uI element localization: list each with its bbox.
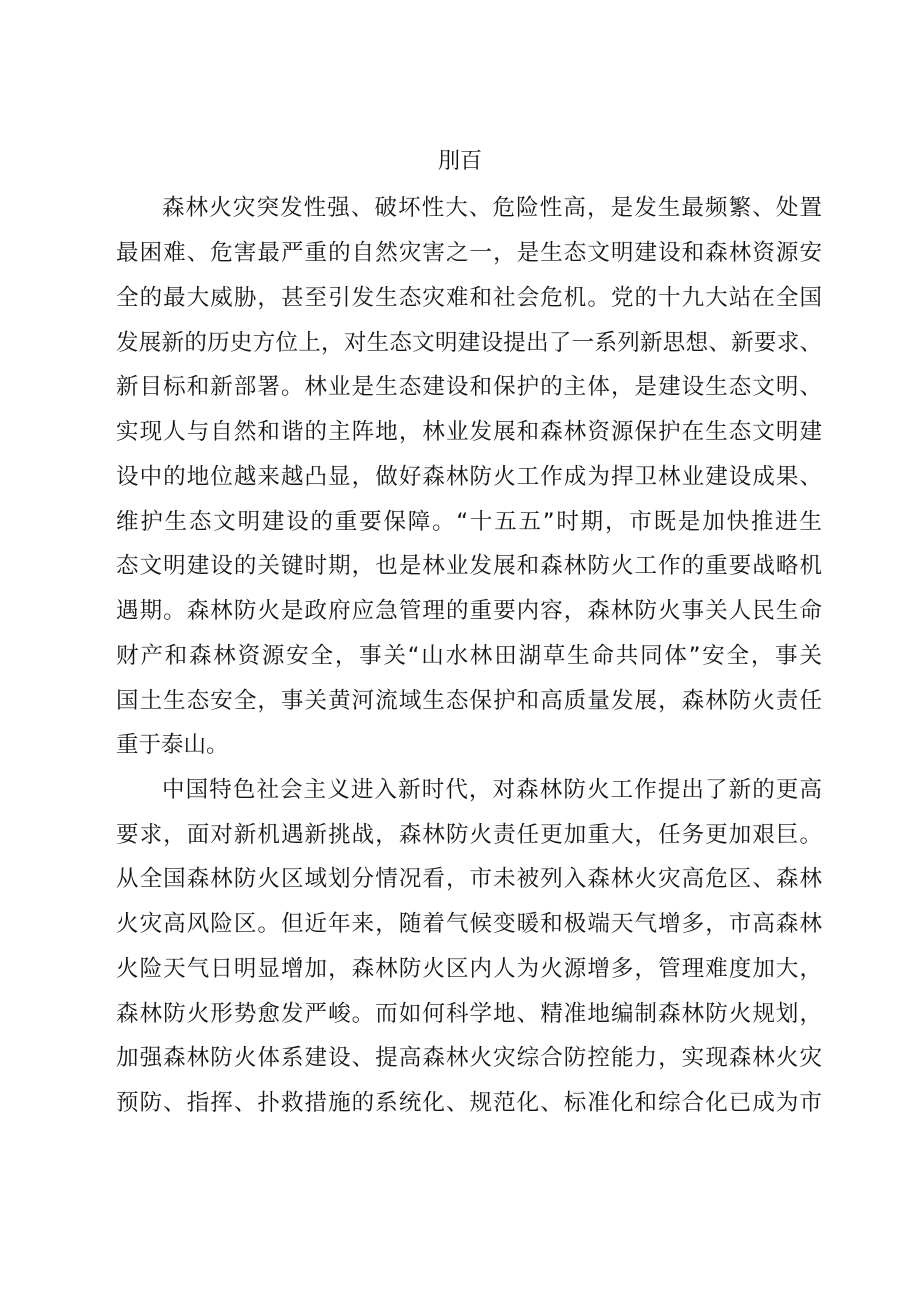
paragraph-2-line: 森林防火形势愈发严峻。而如何科学地、精准地编制森林防火规划， xyxy=(116,1001,822,1027)
paragraph-2-line: 要求，面对新机遇新挑战，森林防火责任更加重大，任务更加艰巨。 xyxy=(116,822,822,848)
paragraph-2-line: 火险天气日明显增加，森林防火区内人为火源增多，管理难度加大， xyxy=(116,956,822,982)
paragraph-1-line: 新目标和新部署。林业是生态建设和保护的主体，是建设生态文明、 xyxy=(116,374,822,400)
paragraph-1-line: 国土生态安全，事关黄河流域生态保护和高质量发展，森林防火责任 xyxy=(116,688,822,714)
paragraph-1-line: 全的最大威胁，甚至引发生态灾难和社会危机。党的十九大站在全国 xyxy=(116,285,822,311)
paragraph-1-line: 态文明建设的关键时期，也是林业发展和森林防火工作的重要战略机 xyxy=(116,553,822,579)
paragraph-2-line: 加强森林防火体系建设、提高森林火灾综合防控能力，实现森林火灾 xyxy=(116,1045,822,1071)
paragraph-2-line: 中国特色社会主义进入新时代，对森林防火工作提出了新的更高 xyxy=(162,777,822,803)
paragraph-1-line: 维护生态文明建设的重要保障。“十五五”时期，市既是加快推进生 xyxy=(116,509,822,535)
paragraph-1-line: 财产和森林资源安全，事关“山水林田湖草生命共同体”安全，事关 xyxy=(116,643,822,669)
paragraph-1-line: 发展新的历史方位上，对生态文明建设提出了一系列新思想、新要求、 xyxy=(116,330,822,356)
paragraph-1-line: 实现人与自然和谐的主阵地，林业发展和森林资源保护在生态文明建 xyxy=(116,419,822,445)
page-heading: 刖百 xyxy=(437,149,482,174)
paragraph-1-line: 最困难、危害最严重的自然灾害之一，是生态文明建设和森林资源安 xyxy=(116,240,822,266)
paragraph-1-line: 设中的地位越来越凸显，做好森林防火工作成为捍卫林业建设成果、 xyxy=(116,464,822,490)
paragraph-2-line: 从全国森林防火区域划分情况看，市未被列入森林火灾高危区、森林 xyxy=(116,866,822,892)
paragraph-1-line: 森林火灾突发性强、破坏性大、危险性高，是发生最频繁、处置 xyxy=(162,195,822,221)
paragraph-1-line: 遇期。森林防火是政府应急管理的重要内容，森林防火事关人民生命 xyxy=(116,598,822,624)
paragraph-1-line: 重于泰山。 xyxy=(116,732,229,758)
paragraph-2-line: 预防、指挥、扑救措施的系统化、规范化、标准化和综合化已成为市 xyxy=(116,1090,822,1116)
paragraph-2-line: 火灾高风险区。但近年来，随着气候变暖和极端天气增多，市高森林 xyxy=(116,911,822,937)
